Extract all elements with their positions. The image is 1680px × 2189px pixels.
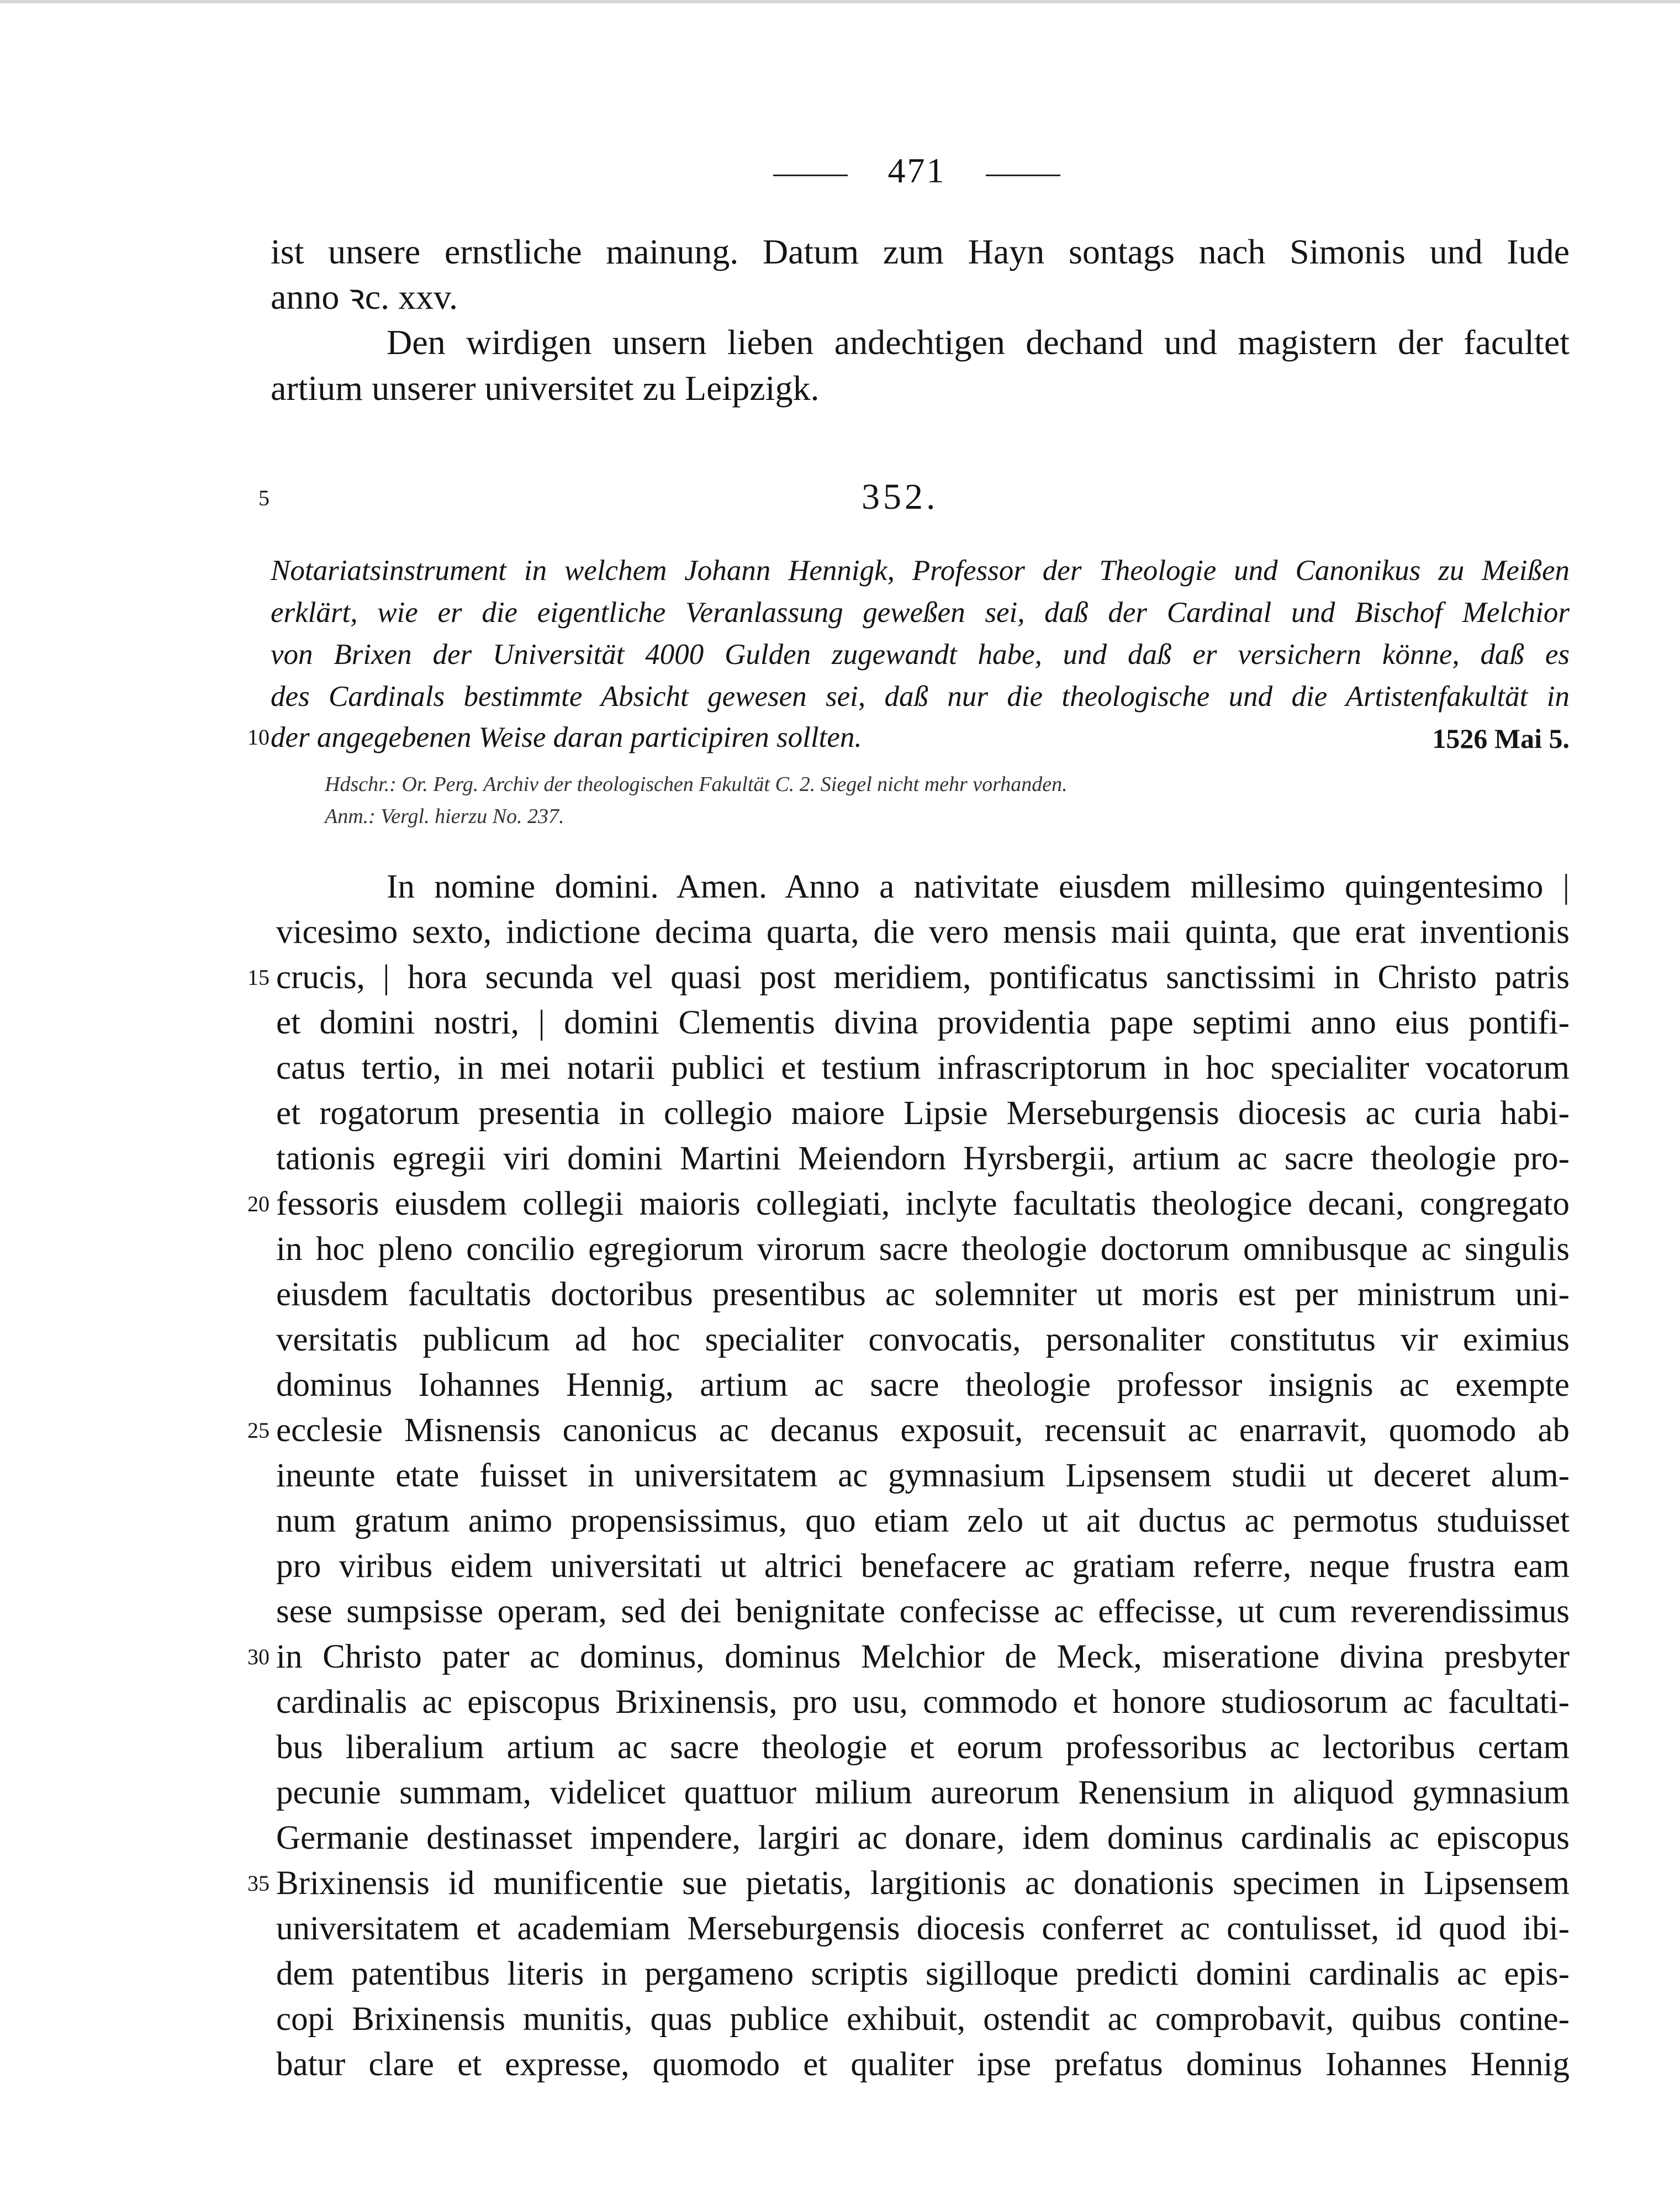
body-line: Germanie destinasset impendere, largiri ac donare, idem dominus cardinalis ac episcopus	[276, 1819, 1570, 1856]
line-number: 35	[247, 1871, 270, 1896]
body-line: ecclesie Misnensis canonicus ac decanus exposuit, recensuit ac enarravit, quomodo ab	[276, 1412, 1570, 1449]
body-line: fessoris eiusdem collegii maioris collegiati, inclyte facultatis theologice decani, congregato	[276, 1185, 1570, 1222]
body-line: cardinalis ac episcopus Brixinensis, pro usu, commodo et honore studiosorum ac facultati-	[276, 1684, 1570, 1721]
body-line: bus liberalium artium ac sacre theologie et eorum professoribus ac lectoribus certam	[276, 1729, 1570, 1766]
summary-line: des Cardinals bestimmte Absicht gewesen sei, daß nur die theologische und die Artistenfakultät in	[271, 681, 1570, 713]
body-line: batur clare et expresse, quomodo et qualiter ipse prefatus dominus Iohannes Hennig	[276, 2046, 1570, 2083]
header-dash-right	[986, 175, 1060, 176]
source-note: Hdschr.: Or. Perg. Archiv der theologischen Fakultät C. 2. Siegel nicht mehr vorhanden.	[325, 773, 1068, 796]
page-header	[735, 150, 1066, 194]
body-line: dem patentibus literis in pergameno scriptis sigilloque predicti domini cardinalis ac epis-	[276, 1955, 1570, 1992]
body-line: pecunie summam, videlicet quattuor milium aureorum Renensium in aliquod gymnasium	[276, 1774, 1570, 1811]
summary-line: der angegebenen Weise daran participiren sollten.	[271, 721, 862, 753]
summary-line: von Brixen der Universität 4000 Gulden zugewandt habe, und daß er versichern könne, daß es	[271, 639, 1570, 671]
prev-text-line: Den wirdigen unsern lieben andechtigen dechand und magistern der facultet	[387, 323, 1570, 362]
document-number: 352.	[862, 477, 939, 517]
body-line: universitatem et academiam Merseburgensis diocesis conferret ac contulisset, id quod ibi-	[276, 1910, 1570, 1947]
body-line: tationis egregii viri domini Martini Meiendorn Hyrsbergii, artium ac sacre theologie pro-	[276, 1140, 1570, 1177]
body-line: catus tertio, in mei notarii publici et testium infrascriptorum in hoc specialiter vocatorum	[276, 1049, 1570, 1086]
document-date: 1526 Mai 5.	[1432, 723, 1570, 754]
body-line: Brixinensis id munificentie sue pietatis, largitionis ac donationis specimen in Lipsensem	[276, 1865, 1570, 1902]
body-line: eiusdem facultatis doctoribus presentibus ac solemniter ut moris est per ministrum uni-	[276, 1276, 1570, 1313]
summary-line: Notariatsinstrument in welchem Johann Hennigk, Professor der Theologie und Canonikus zu Meißen	[271, 555, 1570, 587]
body-line: et rogatorum presentia in collegio maiore Lipsie Merseburgensis diocesis ac curia habi-	[276, 1095, 1570, 1132]
body-line: in hoc pleno concilio egregiorum virorum sacre theologie doctorum omnibusque ac singulis	[276, 1231, 1570, 1268]
prev-text-line: anno ꝛc. xxv.	[271, 277, 458, 317]
body-line: crucis, | hora secunda vel quasi post meridiem, pontificatus sanctissimi in Christo patris	[276, 959, 1570, 996]
line-number: 10	[247, 725, 270, 750]
body-line: ineunte etate fuisset in universitatem ac gymnasium Lipsensem studii ut deceret alum-	[276, 1457, 1570, 1494]
remark-note: Anm.: Vergl. hierzu No. 237.	[325, 805, 564, 828]
line-number: 30	[247, 1644, 270, 1669]
body-line: et domini nostri, | domini Clementis divina providentia pape septimi anno eius pontifi-	[276, 1004, 1570, 1041]
body-line: num gratum animo propensissimus, quo etiam zelo ut ait ductus ac permotus studuisset	[276, 1502, 1570, 1539]
body-line: dominus Iohannes Hennig, artium ac sacre theologie professor insignis ac exempte	[276, 1367, 1570, 1404]
line-number: 25	[247, 1418, 270, 1443]
prev-text-line: artium unserer universitet zu Leipzigk.	[271, 368, 820, 408]
line-number: 5	[258, 486, 270, 510]
body-line: versitatis publicum ad hoc specialiter convocatis, personaliter constitutus vir eximius	[276, 1321, 1570, 1358]
line-number: 20	[247, 1191, 270, 1216]
body-line: vicesimo sexto, indictione decima quarta, die vero mensis maii quinta, que erat inventionis	[276, 914, 1570, 951]
prev-text-line: ist unsere ernstliche mainung. Datum zum Hayn sontags nach Simonis und Iude	[271, 232, 1570, 271]
body-line: in Christo pater ac dominus, dominus Melchior de Meck, miseratione divina presbyter	[276, 1638, 1570, 1675]
body-line: sese sumpsisse operam, sed dei benignitate confecisse ac effecisse, ut cum reverendissimus	[276, 1593, 1570, 1630]
line-number: 15	[247, 965, 270, 990]
body-line: pro viribus eidem universitati ut altrici benefacere ac gratiam referre, neque frustra eam	[276, 1548, 1570, 1585]
summary-line: erklärt, wie er die eigentliche Veranlassung geweßen sei, daß der Cardinal und Bischof Melchior	[271, 597, 1570, 629]
page-number: 471	[887, 151, 946, 190]
body-line: copi Brixinensis munitis, quas publice exhibuit, ostendit ac comprobavit, quibus contine-	[276, 2001, 1570, 2038]
body-line: In nomine domini. Amen. Anno a nativitate eiusdem millesimo quingentesimo |	[387, 868, 1570, 905]
